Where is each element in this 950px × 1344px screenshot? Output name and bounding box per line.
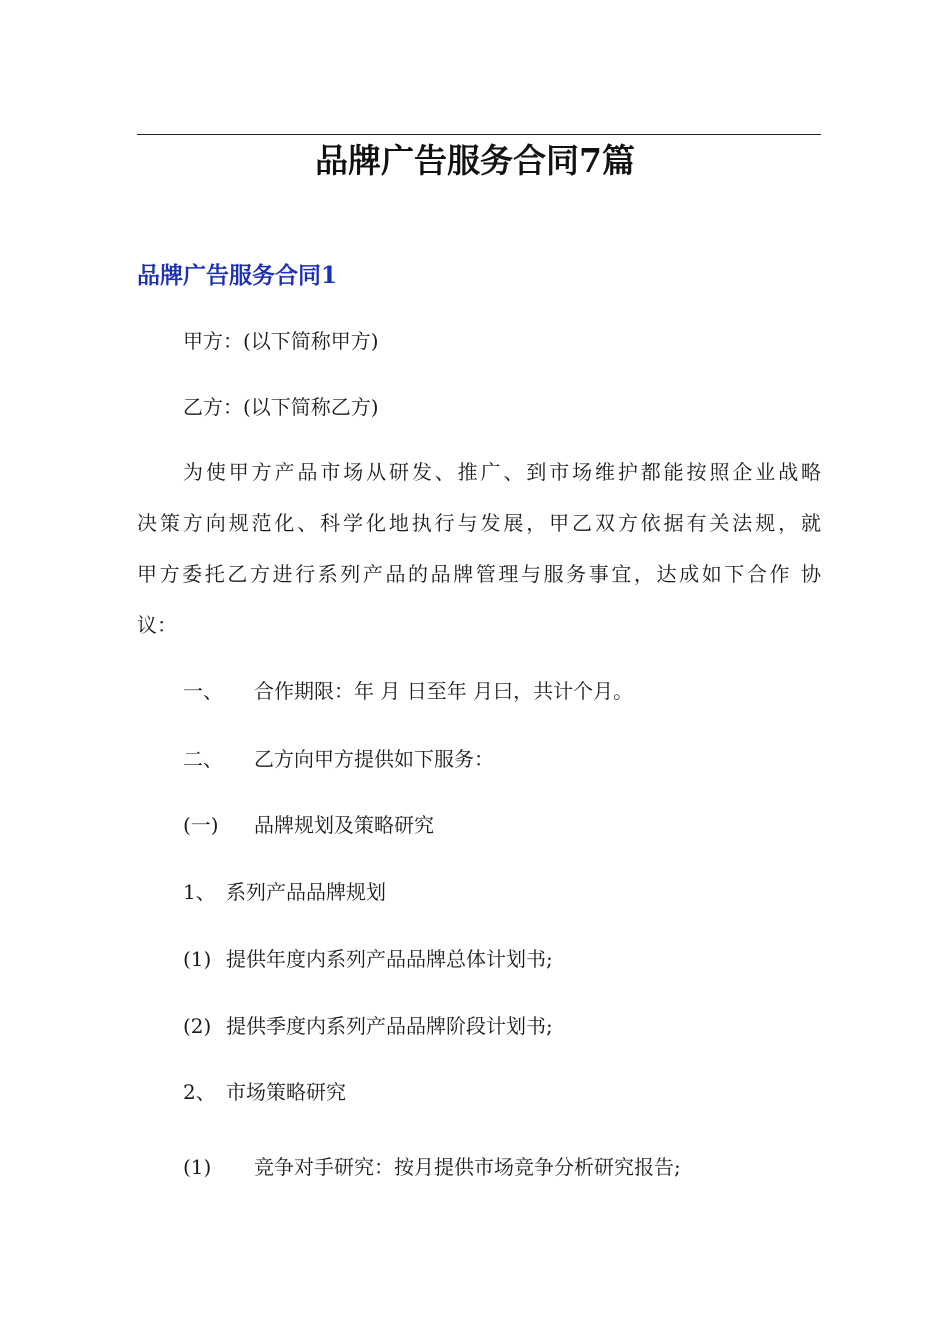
list-item-text: 提供季度内系列产品品牌阶段计划书; [226,1014,553,1038]
section-heading: 品牌广告服务合同1 [137,262,338,289]
header-rule [137,134,821,135]
intro-line-4: 议： [137,613,177,637]
list-item-text: 品牌规划及策略研究 [254,813,434,837]
list-item-text: 系列产品品牌规划 [226,880,386,904]
list-item-number: 一、 [183,679,223,703]
list-item-text: 提供年度内系列产品品牌总体计划书; [226,947,553,971]
list-item-number: 1、 [183,880,216,904]
list-item-number: 2、 [183,1080,216,1104]
intro-line-3: 甲方委托乙方进行系列产品的品牌管理与服务事宜，达成如下合作 协 [137,562,821,586]
list-item-number: (1) [183,1155,212,1179]
list-item-number: (2) [183,1014,212,1038]
list-item-number: 二、 [183,747,223,771]
list-item-text: 合作期限：年 月 日至年 月曰，共计个月。 [254,679,634,703]
list-item-text: 市场策略研究 [226,1080,346,1104]
party-a-line: 甲方：(以下简称甲方) [183,329,379,353]
document-title: 品牌广告服务合同7篇 [315,141,635,180]
intro-line-1: 为使甲方产品市场从研发、推广、到市场维护都能按照企业战略 [183,460,821,484]
list-item-text: 乙方向甲方提供如下服务： [254,747,494,771]
list-item-number: (一) [183,813,219,837]
list-item-number: (1) [183,947,212,971]
list-item-text: 竞争对手研究：按月提供市场竞争分析研究报告; [254,1155,681,1179]
intro-line-2: 决策方向规范化、科学化地执行与发展，甲乙双方依据有关法规，就 [137,511,821,535]
party-b-line: 乙方：(以下简称乙方) [183,395,379,419]
